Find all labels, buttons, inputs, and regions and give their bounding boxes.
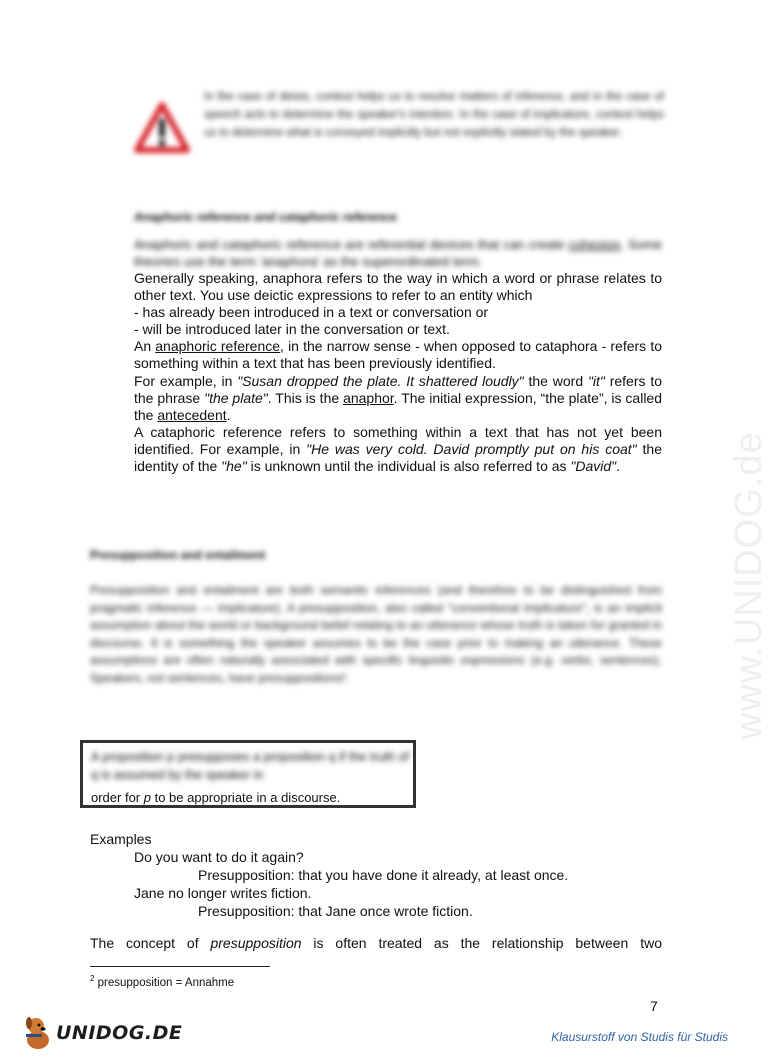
definition-text: A proposition p presupposes a proposition q if the truth of q is assumed by the speaker in xyxy=(91,750,409,782)
watermark xyxy=(688,300,770,740)
warning-text: In the case of deixis, context helps us to resolve matters of inference, and in the case of speech acts to determine the speaker's intention. In the case of implicature, context helps us to determine what is conveyed implicitly but not explicitly stated by the speaker. xyxy=(204,91,664,139)
section-heading-anaphora: Anaphoric reference and cataphoric reference xyxy=(134,210,397,224)
paragraph: An anaphoric reference, in the narrow sense - when opposed to cataphora - refers to something within a text that has been previously identified. xyxy=(134,338,662,372)
examples xyxy=(90,830,568,920)
anaphora-body xyxy=(134,270,662,475)
footnote-mark: 2 xyxy=(90,974,95,983)
footer-tagline: Klausurstoff von Studis für Studis xyxy=(551,1030,728,1044)
example-sentence: Do you want to do it again? xyxy=(134,849,304,865)
unidog-logo xyxy=(22,1014,183,1054)
watermark-text: www.UNIDOG.de xyxy=(728,431,770,740)
concept-line: The concept of presupposition is often treated as the relationship between two xyxy=(90,935,662,951)
example-presupposition: Presupposition: that you have done it already, at least once. xyxy=(198,867,569,883)
example-presupposition: Presupposition: that Jane once wrote fiction. xyxy=(198,903,473,919)
logo-text: UNIDOG.DE xyxy=(56,1022,183,1044)
definition-box xyxy=(80,740,416,808)
cohesion-link: cohesion xyxy=(568,237,621,252)
paragraph: - has already been introduced in a text or conversation or xyxy=(134,304,489,321)
page-number: 7 xyxy=(650,998,658,1014)
anaphora-intro xyxy=(134,236,662,270)
footnote: $^2$ presupposition = Annahme xyxy=(90,974,235,989)
paragraph: - will be introduced later in the conversation or text. xyxy=(134,321,450,338)
anaphoric-reference-link: anaphoric reference xyxy=(155,338,281,355)
presupposition-text: Presupposition and entailment are both semantic inferences (and therefore to be distinguished from pragmatic inference — implicature). A presupposition, also called "conventional implicature", is an implicit assumption about the world or background belief relating to an utterance whose truth is taken for granted in discourse. It is something the speaker assumes to be the case prior to making an utterance. These assumptions are often naturally associated with specific linguistic expressions (e.g. verbs, sentences). Speakers, not sentences, have presuppositions². xyxy=(90,583,662,685)
anaphor-link: anaphor xyxy=(343,389,394,406)
paragraph: For example, in "Susan dropped the plate. It shattered loudly" the word "it" refers to the phrase "the plate". This is the anaphor. The initial expression, “the plate”, is called the antecedent. xyxy=(134,372,663,423)
dog-mascot-icon xyxy=(22,1014,56,1052)
section-heading-presupposition: Presupposition and entailment xyxy=(90,548,266,562)
examples-label: Examples xyxy=(90,831,152,847)
warning-triangle-icon xyxy=(134,102,190,154)
paragraph: Generally speaking, anaphora refers to the way in which a word or phrase relates to other text. You use deictic expressions to refer to an entity which xyxy=(134,270,662,304)
intro-line-1: Anaphoric and cataphoric reference are referential devices that can create xyxy=(134,237,565,252)
definition-last-line: order for p to be appropriate in a discourse. xyxy=(91,790,341,805)
antecedent-link: antecedent xyxy=(157,406,227,423)
footnote-rule xyxy=(90,966,270,967)
paragraph: A cataphoric reference refers to something within a text that has not yet been identified. For example, in "He was very cold. David promptly put on his coat" the identity of the "he" is unknown until the individual is also referred to as "David". xyxy=(134,423,662,475)
example-sentence: Jane no longer writes fiction. xyxy=(134,885,312,901)
intro-line-2: . Some theories use the term 'anaphora' as the superordinated term. xyxy=(134,237,662,269)
